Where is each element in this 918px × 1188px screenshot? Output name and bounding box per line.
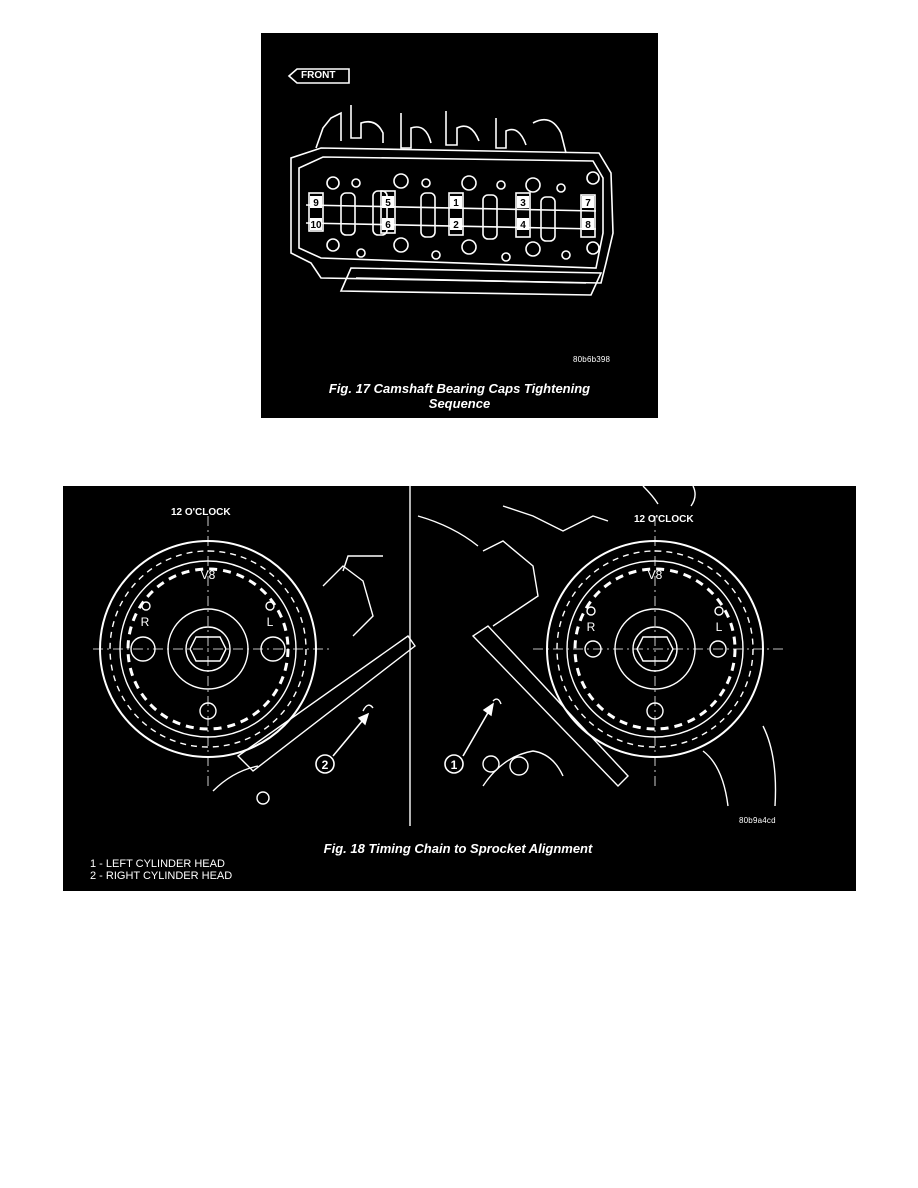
figure-caption: Fig. 18 Timing Chain to Sprocket Alignment	[323, 841, 593, 856]
sequence-label-8: 8	[585, 220, 591, 231]
legend-item: 1 - LEFT CYLINDER HEAD	[90, 858, 225, 870]
sequence-label-4: 4	[520, 220, 526, 231]
legend-item: 2 - RIGHT CYLINDER HEAD	[90, 870, 233, 882]
image-code: 80b9a4cd	[739, 816, 776, 825]
figure-17	[261, 33, 658, 418]
sequence-label-5: 5	[385, 198, 391, 209]
legend	[90, 858, 232, 882]
sprocket-mark-l-left: L	[266, 615, 274, 629]
sequence-label-3: 3	[520, 198, 526, 209]
front-label: FRONT	[301, 70, 336, 81]
sequence-label-2: 2	[453, 220, 459, 231]
caption-line-2: Sequence	[428, 396, 491, 411]
timing-chain-illustration	[63, 486, 856, 891]
clock-label-left: 12 O'CLOCK	[171, 507, 231, 518]
callout-2: 2	[321, 758, 329, 772]
sequence-label-6: 6	[385, 220, 391, 231]
figure-caption	[281, 381, 638, 411]
sprocket-mark-l-right: L	[715, 620, 723, 634]
sequence-label-10: 10	[310, 220, 322, 231]
sequence-label-1: 1	[453, 198, 459, 209]
sprocket-mark-r-right: R	[586, 620, 596, 634]
sprocket-mark-v8-left: V8	[200, 568, 216, 582]
clock-label-right: 12 O'CLOCK	[634, 514, 694, 525]
callout-1: 1	[450, 758, 458, 772]
sprocket-mark-v8-right: V8	[647, 568, 663, 582]
figure-18	[63, 486, 856, 891]
image-code: 80b6b398	[573, 355, 611, 364]
sequence-label-9: 9	[313, 198, 319, 209]
sequence-label-7: 7	[585, 198, 591, 209]
sprocket-mark-r-left: R	[140, 615, 150, 629]
caption-line-1: Fig. 17 Camshaft Bearing Caps Tightening	[328, 381, 591, 396]
